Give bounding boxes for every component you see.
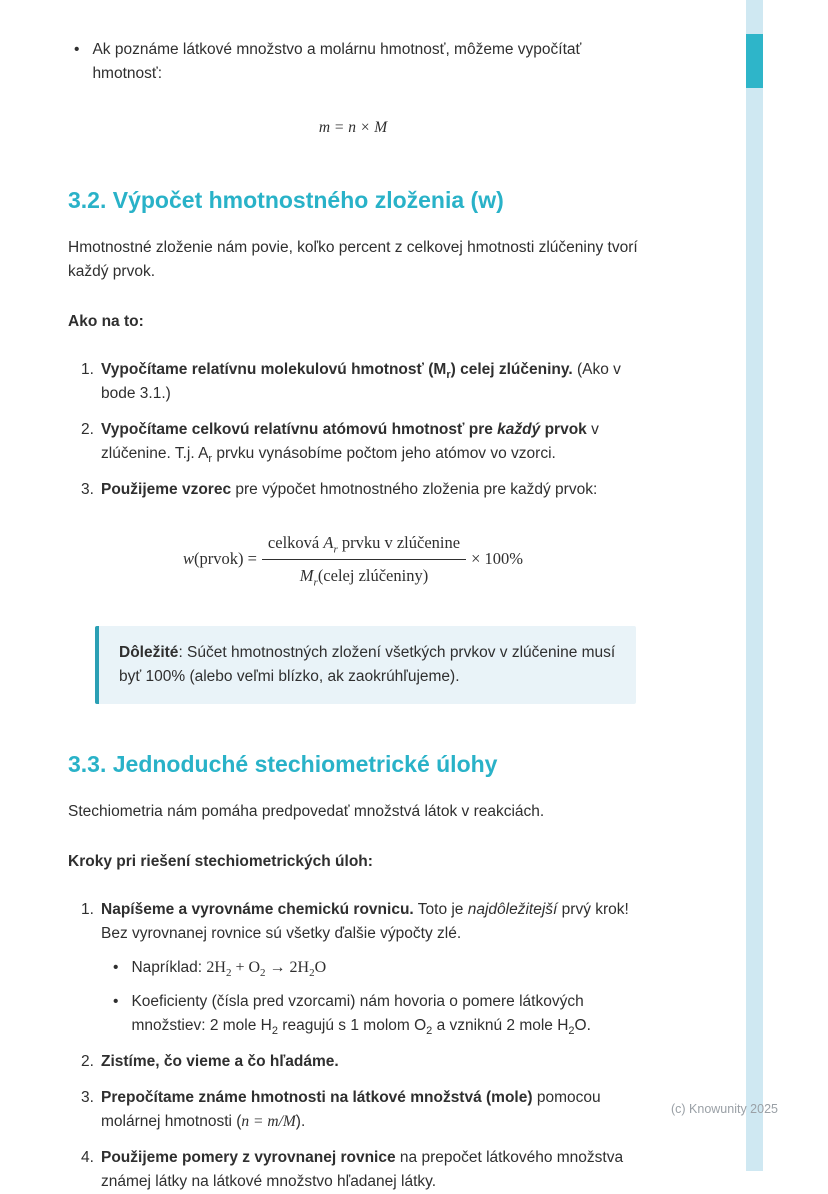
- sub-bullet-list: [113, 956, 638, 1038]
- text-run: pre výpočet hmotnostného zloženia pre každý prvok:: [231, 481, 598, 499]
- sub-bullet-item: [113, 956, 638, 981]
- text-run: Napríklad:: [131, 959, 207, 977]
- mass-formula-text: m = n × M: [318, 119, 388, 137]
- bold-run: Použijeme pomery z vyrovnanej rovnice: [101, 1149, 396, 1167]
- bold-run: Prepočítame známe hmotnosti na látkové množstvá (mole): [101, 1089, 533, 1107]
- text-run: v zlúčenine. T.j. A: [101, 421, 599, 463]
- bold-run: Zistíme, čo vieme a čo hľadáme.: [101, 1053, 339, 1070]
- text-run: (Ako v bode 3.1.): [101, 360, 621, 402]
- intro-bullet-item: [68, 38, 638, 86]
- text-run: → 2H: [265, 959, 310, 977]
- text-run: ).: [295, 1113, 306, 1131]
- text-run: O.: [574, 1016, 591, 1034]
- list-item: [68, 478, 638, 502]
- text-run: Koeficienty (čísla pred vzorcami) nám hovoria o pomere látkových množstiev: 2 mole H: [131, 992, 584, 1034]
- italic-run: najdôležitejší: [467, 901, 558, 919]
- subscript: 2: [260, 967, 266, 980]
- text-run: Vypočítame celkovú relatívnu atómovú hmotnosť pre: [101, 421, 498, 439]
- text-run: a vzniknú 2 mole H: [432, 1016, 569, 1034]
- steps-label: Kroky pri riešení stechiometrických úloh:: [68, 853, 373, 871]
- list-item-text: [101, 898, 638, 1038]
- chemical-equation: [206, 959, 327, 980]
- subscript: r: [313, 575, 318, 588]
- document-body: [68, 38, 638, 1194]
- list-item: [68, 418, 638, 466]
- section-3-2-steps: [68, 358, 638, 502]
- text-run: Toto je: [413, 901, 468, 919]
- text-run: + O: [231, 959, 261, 977]
- formula-suffix: × 100%: [471, 549, 524, 569]
- fraction-denominator: [262, 560, 466, 589]
- section-3-2-intro: Hmotnostné zloženie nám povie, koľko percent z celkovej hmotnosti zlúčeniny tvorí každý prvok.: [68, 238, 638, 280]
- italic-run: každý: [497, 421, 541, 439]
- scrollbar-thumb[interactable]: [746, 34, 763, 88]
- copyright-note: (c) Knowunity 2025: [670, 1102, 778, 1116]
- callout-text: : Súčet hmotnostných zložení všetkých prvkov v zlúčenine musí byť 100% (alebo veľmi blízko, ak zaokrúhľujeme).: [119, 644, 616, 686]
- subscript: 2: [568, 1025, 575, 1038]
- text-run: prvý krok! Bez vyrovnanej rovnice sú všetky ďalšie výpočty zlé.: [101, 901, 629, 943]
- intro-bullet-text: Ak poznáme látkové množstvo a molárnu hmotnosť, môžeme vypočítať hmotnosť:: [92, 41, 582, 83]
- list-item: [68, 1086, 638, 1134]
- list-number: 1.: [81, 360, 94, 378]
- how-to-label: Ako na to:: [68, 312, 144, 330]
- subscript: 2: [271, 1025, 278, 1038]
- formula-lhs: [183, 546, 257, 572]
- text-run: celková: [267, 533, 324, 553]
- text-run: prvku vynásobíme počtom jeho atómov vo vzorci.: [212, 445, 556, 463]
- bold-run: [101, 360, 573, 382]
- text-run: ) celej zlúčeniny.: [450, 360, 573, 378]
- list-item: [68, 1050, 638, 1074]
- text-run: Vypočítame relatívnu molekulovú hmotnosť (M: [101, 360, 447, 378]
- bullet-icon: •: [74, 41, 80, 58]
- subscript: 2: [309, 967, 315, 980]
- scrollbar-track[interactable]: [746, 0, 763, 1171]
- subscript: r: [333, 543, 338, 556]
- bullet-icon: •: [113, 959, 119, 977]
- section-3-2-heading: 3.2. Výpočet hmotnostného zloženia (w): [68, 187, 504, 214]
- list-number: 3.: [81, 481, 94, 499]
- mass-formula: [68, 116, 638, 140]
- text-run: O: [314, 959, 327, 977]
- text-run: (prvok) =: [194, 549, 257, 569]
- list-item-text: [101, 1086, 638, 1134]
- text-run: (celej zlúčeniny): [317, 565, 429, 585]
- list-number: 2.: [81, 421, 94, 439]
- list-number: 2.: [81, 1053, 94, 1070]
- bold-run: [101, 421, 587, 438]
- text-run: prvku v zlúčenine: [337, 533, 461, 553]
- list-number: 3.: [81, 1089, 94, 1107]
- subscript: r: [446, 369, 451, 382]
- bold-run: Napíšeme a vyrovnáme chemickú rovnicu.: [101, 901, 414, 919]
- example-line: [131, 956, 326, 981]
- text-run: na prepočet látkového množstva známej látky na látkové množstvo hľadanej látky.: [101, 1149, 624, 1191]
- list-item: [68, 358, 638, 406]
- text-run: pomocou molárnej hmotnosti (: [101, 1089, 601, 1131]
- list-item: [68, 1146, 638, 1194]
- list-item-text: [101, 478, 638, 502]
- text-run: reagujú s 1 molom O: [277, 1016, 427, 1034]
- list-item: [68, 898, 638, 1038]
- subscript: 2: [225, 967, 232, 980]
- math-variable: w: [182, 549, 194, 569]
- subscript: r: [208, 453, 213, 466]
- inline-math: n = m/M: [241, 1113, 296, 1131]
- callout-bold-label: Dôležité: [119, 644, 179, 662]
- list-number: 1.: [81, 901, 94, 919]
- important-callout: [95, 626, 636, 704]
- subscript: 2: [426, 1025, 433, 1038]
- list-item-text: [101, 418, 638, 466]
- text-run: prvok: [540, 421, 587, 439]
- sub-bullet-item: [113, 990, 638, 1038]
- bold-run: Použijeme vzorec: [101, 481, 232, 499]
- list-item-text: [101, 358, 638, 406]
- section-3-3-intro: Stechiometria nám pomáha predpovedať množstvá látok v reakciách.: [68, 803, 545, 821]
- coefficients-line: [131, 990, 638, 1038]
- section-3-3-heading: 3.3. Jednoduché stechiometrické úlohy: [68, 751, 498, 778]
- list-item-text: [101, 1050, 638, 1074]
- math-variable: A: [323, 533, 334, 553]
- bullet-icon: •: [113, 992, 119, 1010]
- text-run: 2H: [206, 959, 226, 977]
- fraction-numerator: [262, 530, 466, 560]
- math-variable: M: [299, 565, 314, 585]
- mass-fraction-formula: [68, 530, 638, 588]
- list-item-text: [101, 1146, 638, 1194]
- list-number: 4.: [81, 1149, 94, 1167]
- section-3-3-steps: [68, 898, 638, 1194]
- formula-fraction: [262, 530, 466, 588]
- step-text: [101, 898, 638, 946]
